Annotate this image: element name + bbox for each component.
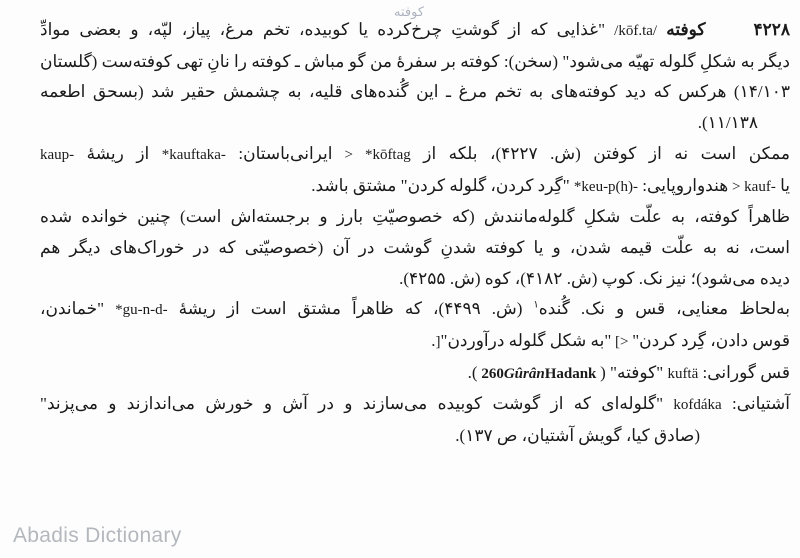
entry-line bbox=[40, 294, 790, 326]
entry-line bbox=[40, 389, 790, 421]
persian-text: ۱۴/۱۰۳) هرکس که دید کوفته‌های به تخم مرغ ـ این گُنده‌های قلیه، به چشمش حقیر شد (بسحق اطعمه bbox=[40, 82, 790, 102]
persian-text: "کوفته" ( bbox=[600, 362, 668, 382]
entry-line bbox=[40, 421, 790, 452]
entry-line bbox=[40, 77, 790, 108]
entry-line bbox=[40, 15, 790, 47]
persian-text: آشتیانی: bbox=[721, 394, 790, 414]
persian-text: کوفته bbox=[666, 20, 706, 39]
headword-watermark: کوفته bbox=[394, 4, 425, 19]
latin-text: kauf- bbox=[744, 178, 776, 195]
persian-text: هندواروپایی: bbox=[638, 175, 729, 195]
latin-text: *gu-n-d- bbox=[115, 302, 168, 319]
dictionary-entry bbox=[40, 15, 790, 452]
entry-line bbox=[40, 139, 790, 171]
persian-text: (ش. ۴۴۹۹)، که ظاهراً مشتق است از ریشهٔ bbox=[167, 299, 534, 319]
persian-text: ایرانی‌باستان: bbox=[225, 143, 333, 163]
latin-text: > bbox=[728, 178, 745, 195]
persian-text bbox=[657, 20, 666, 39]
persian-text: قوس دادن، گِرد کردن" bbox=[632, 331, 790, 351]
latin-text: 260 bbox=[477, 365, 504, 382]
entry-line bbox=[40, 358, 790, 390]
latin-text: kaup- bbox=[40, 146, 75, 163]
persian-text: دیگر به شکلِ گلوله تهیّه می‌شود" (سخن): کوفته بر سفرهٔ من گو مباش ـ کوفته را نانِ تهی کوفته‌ست (گلستان bbox=[40, 51, 790, 71]
persian-text: ۱۱/۱۳۸). bbox=[697, 113, 758, 133]
persian-text: "غذایی که از گوشتِ چرخ‌کرده یا کوبیده، تخم مرغ، پیاز، لپّه، و بعضی موادِّ bbox=[40, 20, 615, 39]
persian-text: قس گورانی: bbox=[698, 362, 790, 382]
latin-text: Hadank bbox=[544, 365, 601, 382]
latin-text: *kauftaka- bbox=[161, 146, 226, 163]
persian-text: "خماندن، bbox=[40, 299, 116, 319]
latin-text: /kōf.ta/ bbox=[614, 23, 658, 39]
brand-footer: Abadis Dictionary bbox=[13, 524, 182, 547]
persian-text: ظاهراً کوفته، به علّت شکلِ گلوله‌مانندش (که خصوصیّتِ بارز و برجسته‌اش است) چنین خوانده شده bbox=[40, 207, 790, 227]
persian-text: ۴۲۲۸ bbox=[753, 20, 790, 39]
persian-text: . bbox=[431, 331, 436, 351]
latin-text: kofdáka bbox=[673, 397, 722, 414]
entry-line bbox=[40, 171, 790, 203]
persian-text: "گِرد کردن، گلوله کردن" مشتق باشد. bbox=[311, 175, 574, 195]
persian-text: دیده می‌شود)؛ نیز نک. کوپ (ش. ۴۱۸۲)، کوه (ش. ۴۲۵۵). bbox=[399, 268, 790, 288]
persian-text: است، نه به علّت قیمه شدن، و یا کوفته شدنِ گوشت در آن (خصوصیّتی که در خوراک‌های دیگر هم bbox=[40, 237, 790, 257]
latin-text: Gûrân bbox=[503, 365, 545, 382]
persian-text: "به شکل گلوله درآوردن" bbox=[440, 331, 612, 351]
latin-text: *kōftag bbox=[364, 146, 411, 163]
entry-line bbox=[40, 264, 790, 295]
persian-text: یا bbox=[775, 175, 790, 195]
persian-text: از ریشهٔ bbox=[74, 143, 162, 163]
entry-line bbox=[40, 47, 790, 78]
persian-text: "گلوله‌ای که از گوشت کوبیده می‌سازند و در آش و خورش می‌اندازند و می‌پزند" bbox=[40, 394, 674, 414]
latin-text: > bbox=[332, 146, 365, 163]
latin-text: *keu-p(h)- bbox=[573, 178, 639, 195]
persian-text: به‌لحاظ معنایی، قس و نک. گُنده bbox=[538, 299, 790, 319]
entry-line bbox=[40, 202, 790, 233]
latin-text: kuftä bbox=[667, 365, 699, 382]
entry-line bbox=[40, 233, 790, 264]
entry-line bbox=[40, 108, 790, 139]
persian-text: (صادق کیا، گویش آشتیان، ص ۱۳۷). bbox=[455, 426, 700, 446]
persian-text: ممکن است نه از کوفتن (ش. ۴۲۲۷)، بلکه از bbox=[410, 143, 790, 163]
persian-text: ). bbox=[467, 362, 478, 382]
entry-line bbox=[40, 326, 790, 358]
persian-text: ۱ bbox=[533, 299, 539, 311]
latin-text: [> bbox=[611, 334, 633, 351]
latin-text: ] bbox=[435, 334, 441, 351]
